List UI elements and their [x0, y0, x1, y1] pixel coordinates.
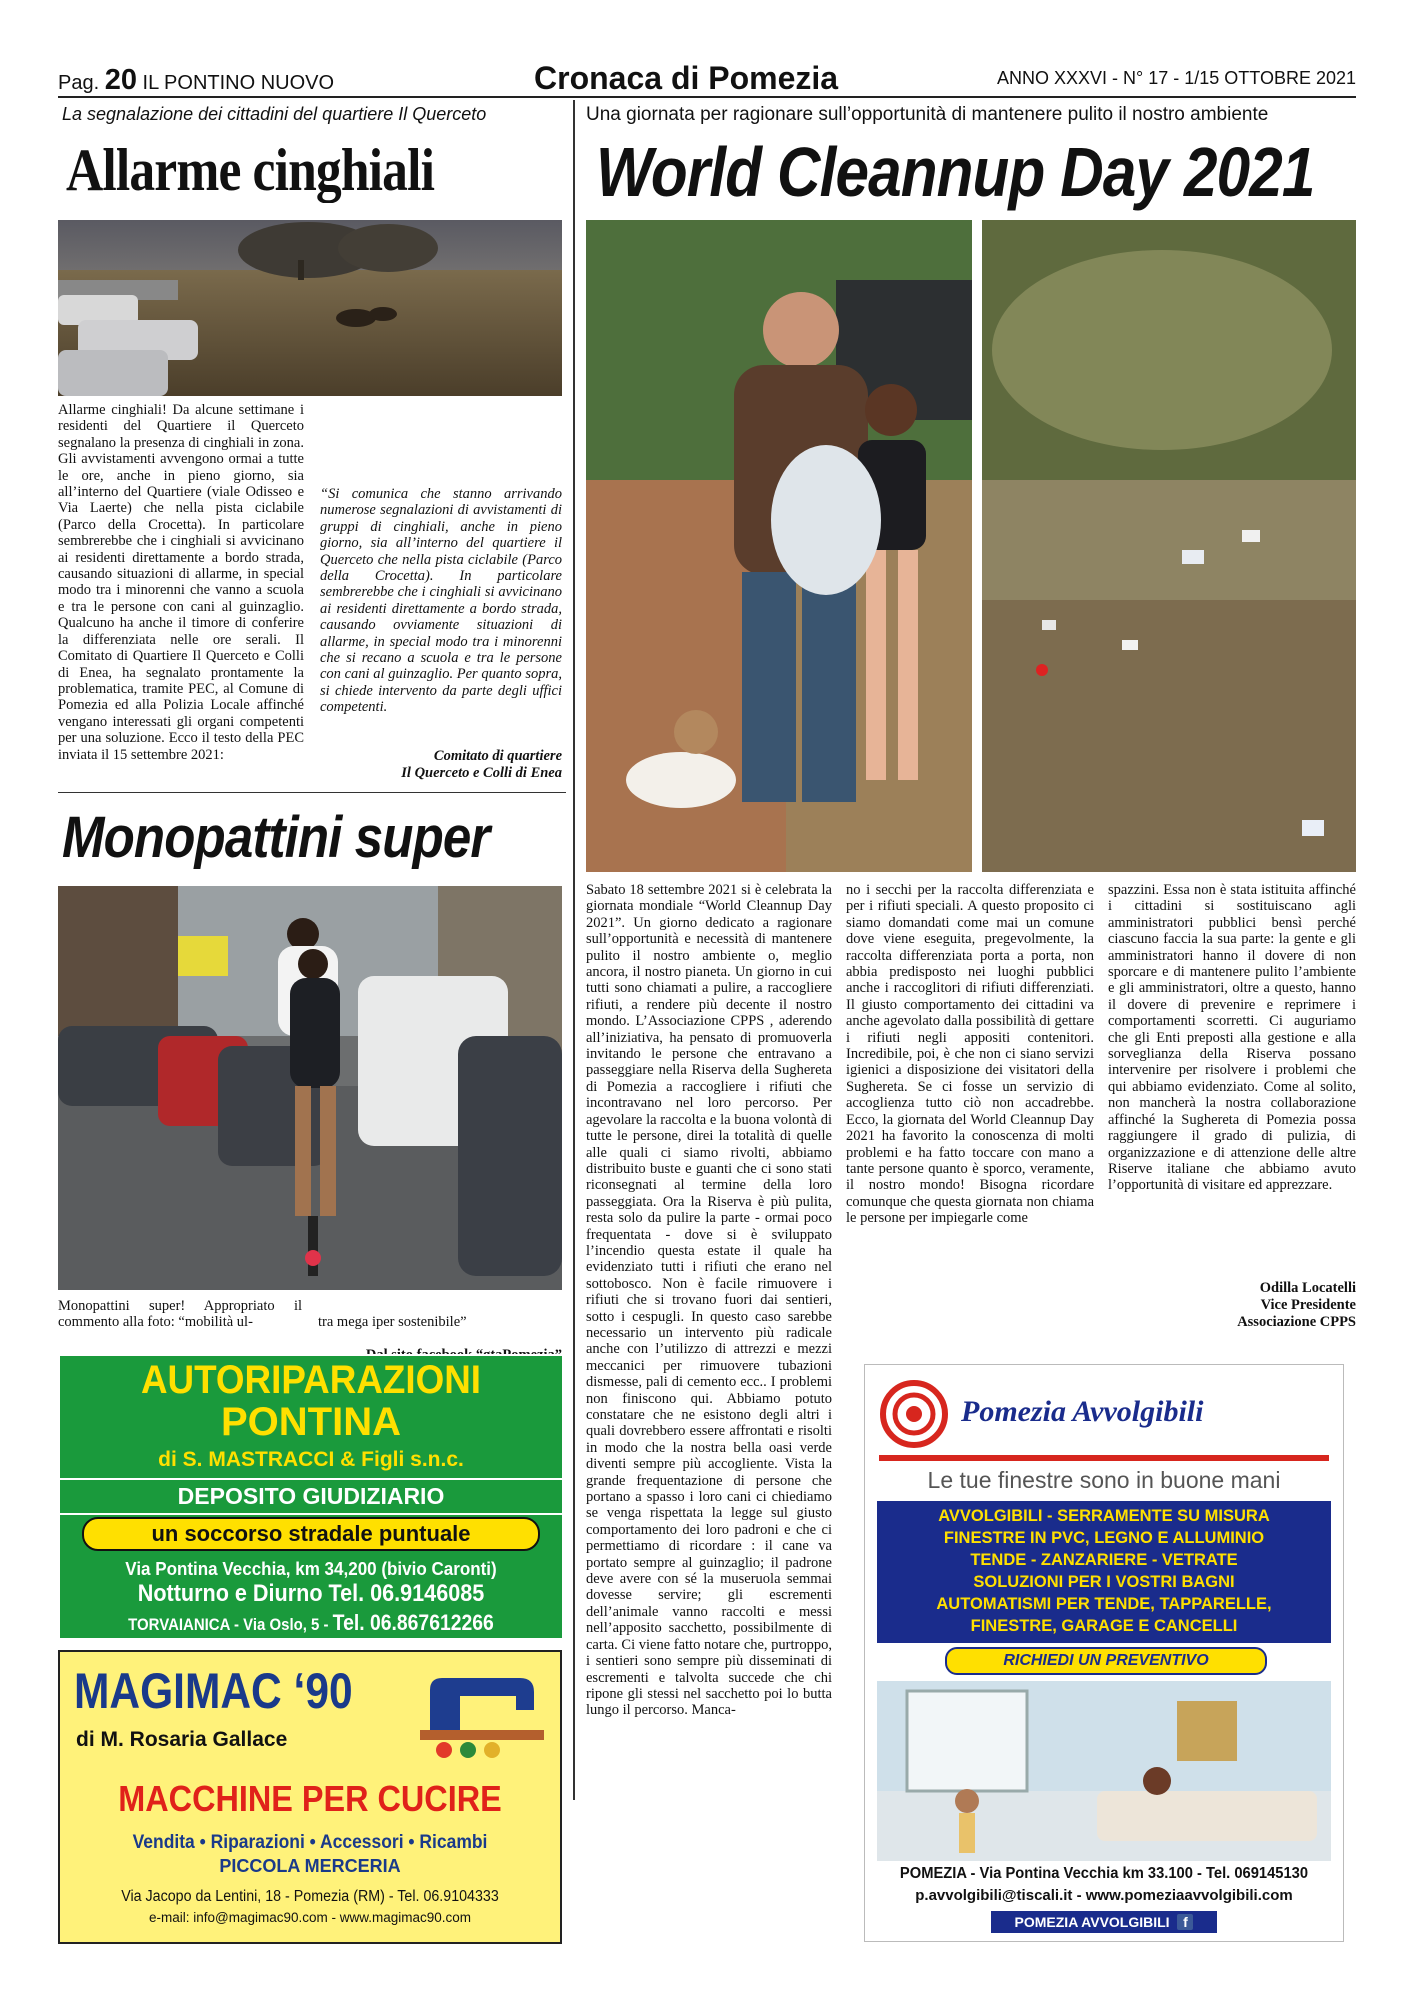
ad-auto-line5: un soccorso stradale puntuale: [82, 1517, 540, 1551]
ad-avv-brand: Pomezia Avvolgibili: [961, 1395, 1204, 1428]
sewing-machine-icon: [420, 1660, 550, 1760]
ad-auto-line8a: TORVAIANICA - Via Oslo, 5 -: [128, 1615, 333, 1634]
ad-avv-box2: FINESTRE IN PVC, LEGNO E ALLUMINIO: [943, 1529, 1265, 1547]
facebook-icon: f: [1177, 1914, 1193, 1930]
ad-autoriparazioni: [58, 1354, 564, 1640]
monopattini-photo: [58, 886, 562, 1290]
cleanup-sig-org: Associazione CPPS: [1237, 1314, 1356, 1330]
cleanup-signature: [1108, 1280, 1356, 1331]
ad-avv-rule: [879, 1455, 1329, 1461]
paper-name: IL PONTINO NUOVO: [142, 72, 335, 94]
ad-avv-address: POMEZIA - Via Pontina Vecchia km 33.100 - Tel. 069145130: [899, 1865, 1309, 1882]
ad-magimac-headline: MACCHINE PER CUCIRE: [118, 1778, 502, 1819]
cleanup-sig-name: Odilla Locatelli: [1259, 1280, 1356, 1296]
cinghiali-sig-line2: Il Querceto e Colli di Enea: [401, 765, 562, 781]
monopattini-caption-col1: Monopattini super! Appropriato il commento alla foto: “mobilità ul-: [58, 1298, 302, 1331]
ad-avv-cta: RICHIEDI UN PREVENTIVO: [945, 1647, 1267, 1675]
ad-avv-box5: AUTOMATISMI PER TENDE, TAPPARELLE,: [936, 1595, 1272, 1613]
page-number: 20: [104, 64, 137, 96]
ad-magimac-services: Vendita • Riparazioni • Accessori • Ricambi: [132, 1832, 488, 1853]
ad-magimac: [58, 1650, 562, 1944]
ad-avv-box6: FINESTRE, GARAGE E CANCELLI: [970, 1617, 1238, 1635]
ad-auto-line2: PONTINA: [221, 1400, 401, 1444]
ad-magimac-address: Via Jacopo da Lentini, 18 - Pomezia (RM) - Tel. 06.9104333: [121, 1888, 499, 1905]
page-header: [58, 60, 1356, 98]
monopattini-caption-text: tra mega iper sostenibile”: [318, 1314, 467, 1331]
cinghiali-title: Allarme cinghiali: [66, 137, 435, 203]
cinghiali-sig-line1: Comitato di quartiere: [433, 748, 562, 764]
ad-avv-photo: [877, 1681, 1331, 1861]
ad-avv-box4: SOLUZIONI PER I VOSTRI BAGNI: [973, 1573, 1235, 1591]
ad-avv-tagline: Le tue finestre sono in buone mani: [927, 1467, 1281, 1493]
ad-auto-line6: Via Pontina Vecchia, km 34,200 (bivio Caronti): [125, 1558, 497, 1579]
page-number-block: [58, 64, 334, 97]
cinghiali-kicker: La segnalazione dei cittadini del quartiere Il Querceto: [62, 104, 487, 124]
cinghiali-photo: [58, 220, 562, 396]
pag-label: Pag.: [58, 72, 100, 94]
ad-magimac-owner: di M. Rosaria Gallace: [76, 1728, 288, 1751]
cleanup-photo-people: [586, 220, 972, 872]
cinghiali-body-col1: Allarme cinghiali! Da alcune settimane i residenti del Quartiere il Querceto segnalano la presenza di cinghiali in zona. Gli avvistamenti avvengono ormai a tutte le ore, anche in pieno giorno, sia all’interno del Quartiere (viale Odisseo e Via Laerte) che nella pista ciclabile (Parco della Crocetta). In particolare sembrerebbe che i cinghiali si avvicinano ai residenti direttamente a bordo strada, causando situazioni di allarme, in special modo tra i minorenni che vanno a scuola e tra le persone con cani al guinzaglio. Qualcuno ha anche il timore di conferire la differenziata nelle ore serali. Il Comitato di Quartiere Il Querceto e Colli di Enea, ha segnalato prontamente la problematica, tramite PEC, al Comune di Pomezia ed alla Polizia Locale affinché vengano interessati gli organi competenti per una soluzione. Ecco il testo della PEC inviata il 15 settembre 2021:: [58, 402, 304, 763]
cinghiali-signature: [320, 748, 562, 782]
cinghiali-pec-quote: “Si comunica che stanno arrivando numerose segnalazioni di avvistamenti di gruppi di cinghiali, anche in pieno giorno, sia all’interno del quartiere il Querceto che nella pista ciclabile (Parco della Crocetta). In particolare sembrerebbe che i cinghiali si avvicinano ai residenti direttamente a bordo strada, causando ovviamente situazioni di allarme, in special modo tra i minorenni che si recano a scuola e tra le persone con cani al guinzaglio. Per quanto sopra, si chiede intervento da parte degli uffici competenti.: [320, 486, 562, 716]
ad-auto-line1: AUTORIPARAZIONI: [140, 1358, 482, 1402]
cleanup-title: World Cleannup Day 2021: [596, 133, 1315, 211]
divider-rule: [58, 792, 566, 793]
ad-avv-box1: AVVOLGIBILI - SERRAMENTE SU MISURA: [938, 1507, 1270, 1525]
monopattini-title: Monopattini super: [62, 805, 490, 870]
cleanup-body-col3: spazzini. Essa non è stata istituita affinché i cittadini si sostituiscano agli amministratori pubblici bensì perché ciascuno faccia la sua parte: la gente e gli amministratori hanno il dovere di non sporcare e di mantenere pulito l’ambiente e gli amministratori, oltre a questo, hanno il dovere di prevenire e reprimere i comportamenti scorretti. Ci auguriamo che gli Enti preposti alla gestione e alla sorveglianza della Riserva possano intervenire per risolvere i problemi che qui abbiamo evidenziato. Come al solito, non mancherà la nostra collaborazione affinché la Sughereta di Pomezia possa raggiungere il grado di pulizia, di organizzazione e di attenzione delle altre Riserve italiane che abbiamo avuto l’opportunità di visitare ed apprezzare.: [1108, 882, 1356, 1194]
ad-auto-line8b: Tel. 06.867612266: [332, 1610, 494, 1635]
issue-info: ANNO XXXVI - N° 17 - 1/15 OTTOBRE 2021: [997, 68, 1356, 88]
cleanup-body-col2: no i secchi per la raccolta differenziata e per i rifiuti speciali. A questo proposito ci siamo domandati come mai un comune dove viene eseguita, pregevolmente, la raccolta differenziata porta a porta, non abbia predisposto nei luoghi pubblici anche i raccoglitori di rifiuti differenziati. Il giusto comportamento dei cittadini va anche agevolato dalla possibilità di gettare i rifiuti negli appositi contenitori. Incredibile, poi, è che non ci siano servizi igienici a disposizione dei visitatori della Sughereta. Se ci fosse un servizio di accoglienza tutto ciò non accadrebbe. Ecco, la giornata del World Cleannup Day 2021 ha favorito la conoscenza di molti problemi e ha fatto toccare con mano a tante persone quanto è sporco, veramente, il nostro mondo! Bisogna ricordare comunque che questa giornata non chiama le persone per impiegarle come: [846, 882, 1094, 1227]
column-divider: [573, 100, 575, 1800]
section-title: Cronaca di Pomezia: [534, 60, 839, 96]
cleanup-photo-litter: [982, 220, 1356, 872]
ad-auto-line3: di S. MASTRACCI & Figli s.n.c.: [158, 1448, 464, 1471]
ad-auto-line4: DEPOSITO GIUDIZIARIO: [60, 1478, 562, 1515]
ad-magimac-title: MAGIMAC ‘90: [74, 1663, 353, 1719]
ad-avv-box3: TENDE - ZANZARIERE - VETRATE: [970, 1551, 1238, 1569]
spiral-logo-icon: [879, 1379, 949, 1449]
cleanup-sig-role: Vice Presidente: [1260, 1297, 1356, 1313]
ad-avvolgibili: [864, 1364, 1344, 1942]
ad-auto-line8: [90, 1610, 532, 1636]
cleanup-body-col1: Sabato 18 settembre 2021 si è celebrata la giornata mondiale “World Cleannup Day 2021”. Un giorno dedicato a ragionare sull’opportunità e necessità di mantenere pulito il nostro ambiente o, meglio ancora, il nostro pianeta. Un giorno in cui tutti sono chiamati a pulire, a raccogliere rifiuti, a rendere più decente il nostro mondo. L’Associazione CPPS , aderendo all’iniziativa, ha pensato di promuoverla invitando le persone che entravano a passeggiare nella Riserva della Sughereta di Pomezia a raccogliere i rifiuti che incontravano nel loro percorso. Per agevolare la raccolta e la buona volontà di tutte le persone, direi la totalità di quelle alle quali ci siamo rivolti, abbiamo distribuito buste e guanti che ci sono stati riconsegnati al termine della loro passeggiata. Ora la Riserva è più pulita, resta solo da pulire la parte - ormai poco frequentata - dove si è sviluppato l’incendio questa estate il quale ha evidenziato tutti i rifiuti che erano nel sottobosco. Non è facile rimuovere i rifiuti che si trovano fuori dai sentieri, sotto i cespugli. In questo caso sarebbe necessario un intervento più radicale anche con l’utilizzo di attrezzi e mezzi meccanici per rimuovere tubazioni dismesse, pali di cemento ecc.. I problemi non finiscono qui. Abbiamo potuto constatare che ne esistono degli altri i quali dovrebbero essere affrontati e risolti in modo che la nostra bella oasi verde diventi sempre più accogliente. Vista la grande frequentazione di persone che portano a spasso i loro cani ci chiediamo se venga rispettata la legge sul giusto comportamento dei loro padroni e che ci permettiamo di ricordare : il cane va portato sempre al guinzaglio; il padrone deve avere con sé la museruola semmai dovesse servire; gli escrementi dell’animale vanno raccolti e messi nell’apposito sacchetto, possibilmente di carta. Ci viene fatto notare che, purtroppo, i sentieri sono sempre più disseminati di escrementi e talvolta succede che chi ripone gli stessi nel sacchetto poi lo butta lungo il percorso. Manca-: [586, 882, 832, 1719]
cleanup-kicker: Una giornata per ragionare sull’opportunità di mantenere pulito il nostro ambiente: [586, 104, 1269, 125]
ad-avv-social: [991, 1911, 1217, 1933]
ad-avv-social-label: POMEZIA AVVOLGIBILI: [1014, 1914, 1170, 1930]
ad-auto-line7: Notturno e Diurno Tel. 06.9146085: [137, 1580, 485, 1607]
ad-avv-services-box: [877, 1501, 1331, 1643]
ad-avv-web: p.avvolgibili@tiscali.it - www.pomeziaavvolgibili.com: [915, 1887, 1293, 1904]
ad-magimac-merceria: PICCOLA MERCERIA: [219, 1856, 401, 1876]
ad-magimac-contacts: e-mail: info@magimac90.com - www.magimac90.com: [148, 1910, 472, 1925]
